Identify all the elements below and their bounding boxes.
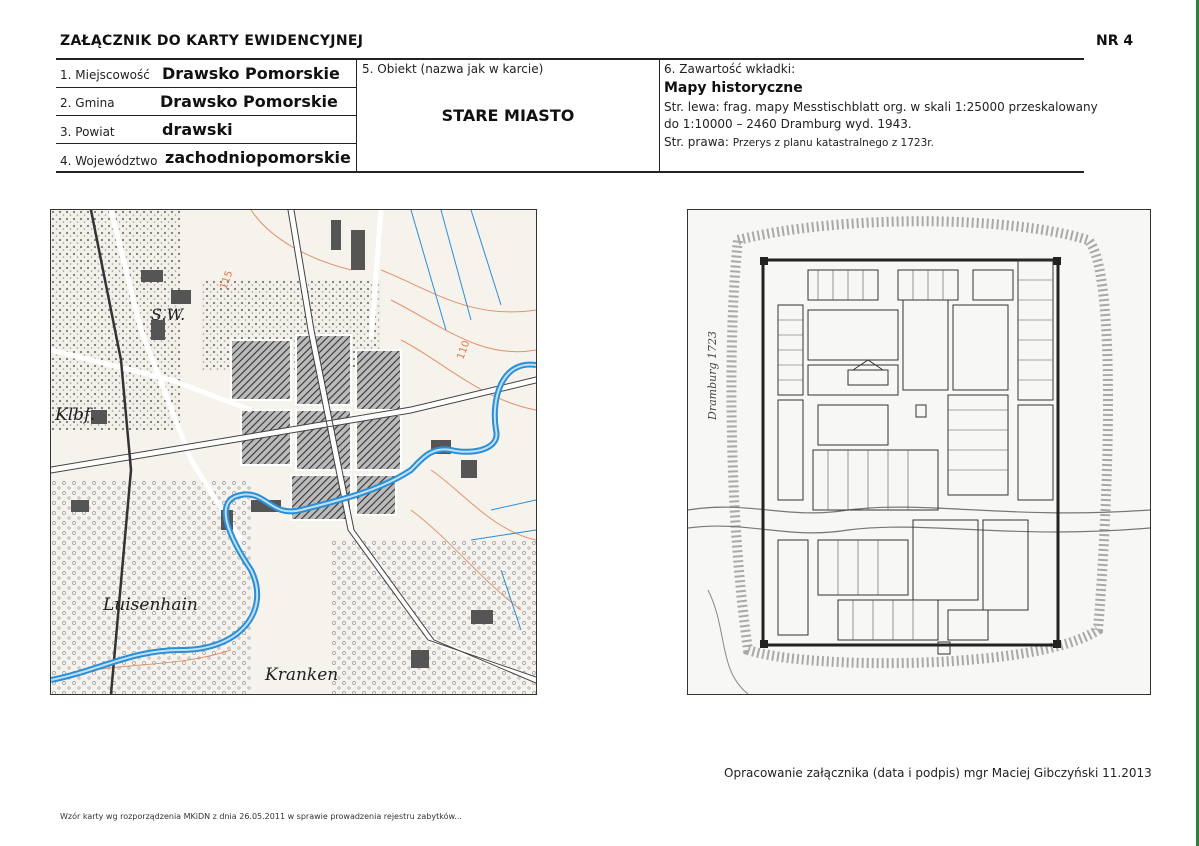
- wojewodztwo-label: 4. Województwo: [60, 154, 158, 168]
- contents-right-text: Przerys z planu katastralnego z 1723r.: [732, 137, 934, 149]
- miejscowosc-value: Drawsko Pomorskie: [162, 64, 340, 83]
- contents-right-line: [664, 135, 934, 149]
- row-rule-1: [56, 87, 356, 88]
- miejscowosc-label: 1. Miejscowość: [60, 68, 150, 82]
- object-label: 5. Obiekt (nazwa jak w karcie): [362, 62, 544, 76]
- object-value: STARE MIASTO: [441, 106, 575, 125]
- column-divider-2: [659, 59, 660, 172]
- footer-note: Wzór karty wg rozporządzenia MKiDN z dnia 26.05.2011 w sprawie prowadzenia rejestru zabytków...: [60, 812, 462, 821]
- label-kranken: Kranken: [265, 665, 339, 685]
- table-top-rule: [56, 58, 1084, 60]
- table-bottom-rule: [56, 171, 1084, 173]
- label-klbf: Klbf.: [55, 405, 96, 425]
- attachment-number: NR 4: [1096, 33, 1134, 49]
- label-dramburg-1723: Dramburg 1723: [706, 331, 719, 420]
- column-divider-1: [356, 59, 357, 172]
- contents-title: Mapy historyczne: [664, 80, 803, 96]
- label-luisenhain: Luisenhain: [103, 595, 198, 615]
- label-sw: S.W.: [151, 305, 186, 324]
- gmina-value: Drawsko Pomorskie: [160, 92, 338, 111]
- cadastral-plan-drawing: [688, 210, 1150, 694]
- wojewodztwo-value: zachodniopomorskie: [165, 148, 351, 167]
- contents-left-line-2: do 1:10000 – 2460 Dramburg wyd. 1943.: [664, 117, 912, 131]
- gmina-label: 2. Gmina: [60, 96, 115, 110]
- row-rule-3: [56, 143, 356, 144]
- contents-label: 6. Zawartość wkładki:: [664, 62, 796, 76]
- row-rule-2: [56, 115, 356, 116]
- label-elevation-110: 110: [455, 339, 473, 362]
- signature-line: Opracowanie załącznika (data i podpis) mgr Maciej Gibczyński 11.2013: [724, 766, 1152, 780]
- powiat-label: 3. Powiat: [60, 125, 115, 139]
- messtischblatt-map: [50, 209, 537, 695]
- cadastral-plan-1723: [687, 209, 1151, 695]
- messtischblatt-map-drawing: [51, 210, 536, 694]
- contents-right-prefix: Str. prawa:: [664, 135, 729, 149]
- label-elevation-115: 115: [218, 269, 236, 292]
- contents-left-line-1: Str. lewa: frag. mapy Messtischblatt org. w skali 1:25000 przeskalowany: [664, 100, 1098, 114]
- document-title: ZAŁĄCZNIK DO KARTY EWIDENCYJNEJ: [60, 33, 364, 49]
- powiat-value: drawski: [162, 120, 233, 139]
